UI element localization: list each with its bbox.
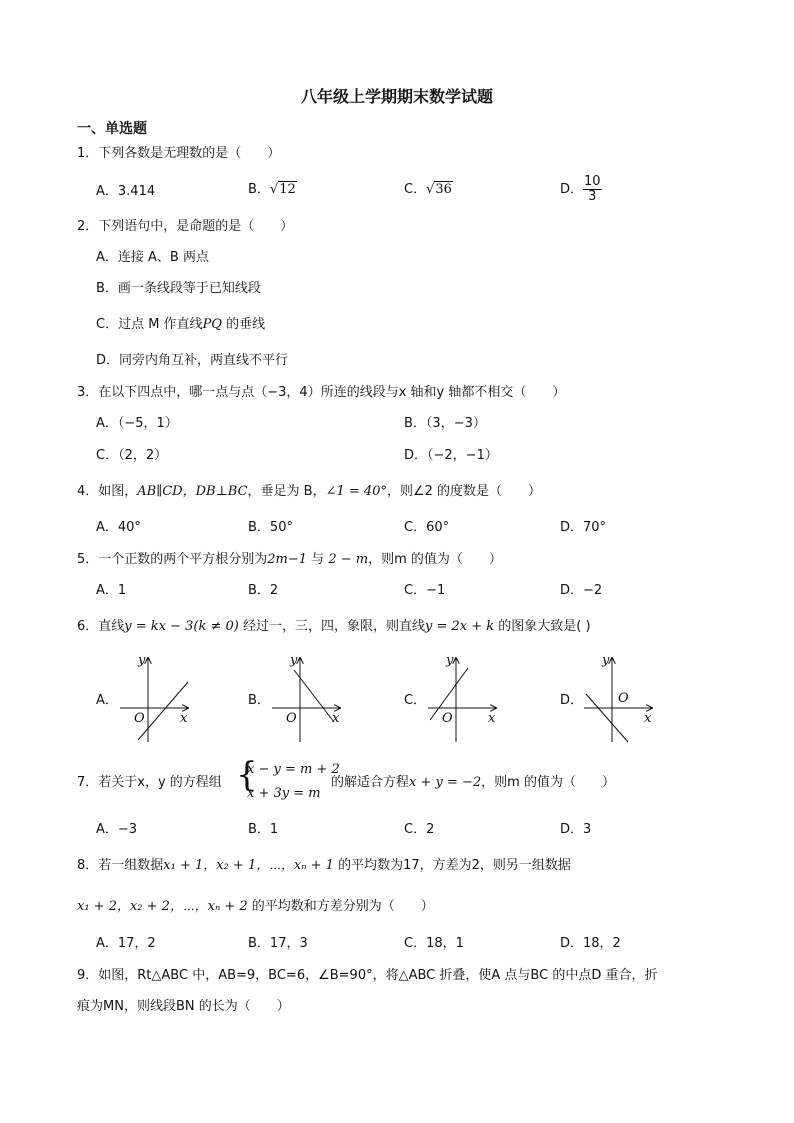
q6-graph-c — [426, 652, 506, 746]
q7-option-b: B．1 — [248, 822, 279, 837]
question-4-stem: 4．如图，AB∥CD，DB⊥BC，垂足为 B，∠1 = 40°，则∠2 的度数是（ ） — [77, 484, 542, 499]
q8-option-d: D．18，2 — [560, 936, 621, 951]
q3-option-c: C．（2，2） — [96, 448, 168, 463]
q3-option-a: A．（−5，1） — [96, 416, 178, 431]
q6-graph-b — [270, 652, 350, 746]
question-3-stem: 3．在以下四点中，哪一点与点（−3，4）所连的线段与x 轴和y 轴都不相交（ ） — [77, 385, 566, 400]
q7-option-a: A．−3 — [96, 822, 138, 837]
q8-option-a: A．17，2 — [96, 936, 156, 951]
fraction: $\frac{10}{3}$ — [584, 174, 601, 204]
q6-option-c-label: C． — [404, 693, 427, 708]
axis-label-y: y — [138, 653, 146, 668]
q5-option-b: B．2 — [248, 583, 279, 598]
q1-option-d: D． $\frac{10}{3}$ — [560, 174, 601, 204]
q4-option-c: C．60° — [404, 520, 450, 535]
question-9-line-2: 痕为MN，则线段BN 的长为（ ） — [77, 999, 290, 1014]
q5-option-a: A．1 — [96, 583, 127, 598]
q3-option-b: B．（3，−3） — [404, 416, 486, 431]
q7-option-d: D．3 — [560, 822, 592, 837]
origin-label: O — [618, 691, 629, 706]
question-9-line-1: 9．如图，Rt△ABC 中，AB=9，BC=6，∠B=90°，将△ABC 折叠，使A 点与BC 的中点D 重合，折 — [77, 968, 658, 983]
origin-label: O — [134, 711, 145, 726]
q8-option-c: C．18，1 — [404, 936, 464, 951]
question-2-stem: 2．下列语句中，是命题的是（ ） — [77, 219, 294, 234]
question-7-stem-post: 的解适合方程x + y = −2，则m 的值为（ ） — [331, 775, 615, 790]
question-8-line-2: x₁ + 2，x₂ + 2，⋯，xₙ + 2 的平均数和方差分别为（ ） — [77, 899, 434, 914]
q4-option-d: D．70° — [560, 520, 607, 535]
q7-option-c: C．2 — [404, 822, 435, 837]
q2-option-c: C．过点 M 作直线PQ 的垂线 — [96, 317, 266, 332]
section-heading: 一、单选题 — [77, 121, 147, 137]
system-equation-2: x + 3y = m — [247, 786, 321, 801]
q1-option-a: A．3.414 — [96, 184, 156, 199]
axis-label-x: x — [644, 711, 652, 726]
q4-option-b: B．50° — [248, 520, 293, 535]
origin-label: O — [286, 711, 297, 726]
q6-graph-d — [582, 652, 662, 746]
origin-label: O — [442, 711, 453, 726]
question-8-line-1: 8．若一组数据x₁ + 1，x₂ + 1，⋯，xₙ + 1 的平均数为17，方差为2，则另一组数据 — [77, 858, 571, 873]
axis-label-x: x — [180, 711, 188, 726]
q6-option-a-label: A． — [96, 693, 118, 708]
question-5-stem: 5．一个正数的两个平方根分别为2m−1 与 2 − m，则m 的值为（ ） — [77, 552, 502, 567]
q2-option-a: A．连接 A、B 两点 — [96, 250, 209, 265]
axis-label-y: y — [602, 653, 610, 668]
q6-option-b-label: B． — [248, 693, 270, 708]
page-title: 八年级上学期期末数学试题 — [300, 87, 493, 106]
question-7-stem-pre: 7．若关于x，y 的方程组 — [77, 775, 222, 790]
q2-option-b: B．画一条线段等于已知线段 — [96, 281, 261, 296]
q1-option-c: C．√36 — [404, 182, 452, 197]
q1-option-b: B．√12 — [248, 182, 296, 197]
q4-option-a: A．40° — [96, 520, 141, 535]
axis-label-x: x — [332, 711, 340, 726]
q2-option-d: D．同旁内角互补，两直线不平行 — [96, 353, 289, 368]
system-brace: { — [236, 755, 258, 795]
axis-label-y: y — [290, 653, 298, 668]
q5-option-c: C．−1 — [404, 583, 446, 598]
q6-option-d-label: D． — [560, 693, 584, 708]
q5-option-d: D．−2 — [560, 583, 603, 598]
question-6-stem: 6．直线y = kx − 3(k ≠ 0) 经过一，三，四，象限，则直线y = 2x + k 的图象大致是( ) — [77, 619, 591, 634]
q6-graph-a — [118, 652, 198, 746]
axis-label-y: y — [446, 653, 454, 668]
question-1-stem: 1．下列各数是无理数的是（ ） — [77, 146, 281, 161]
axis-label-x: x — [488, 711, 496, 726]
q3-option-d: D．（−2，−1） — [404, 448, 498, 463]
system-equation-1: x − y = m + 2 — [247, 762, 340, 777]
q8-option-b: B．17，3 — [248, 936, 308, 951]
